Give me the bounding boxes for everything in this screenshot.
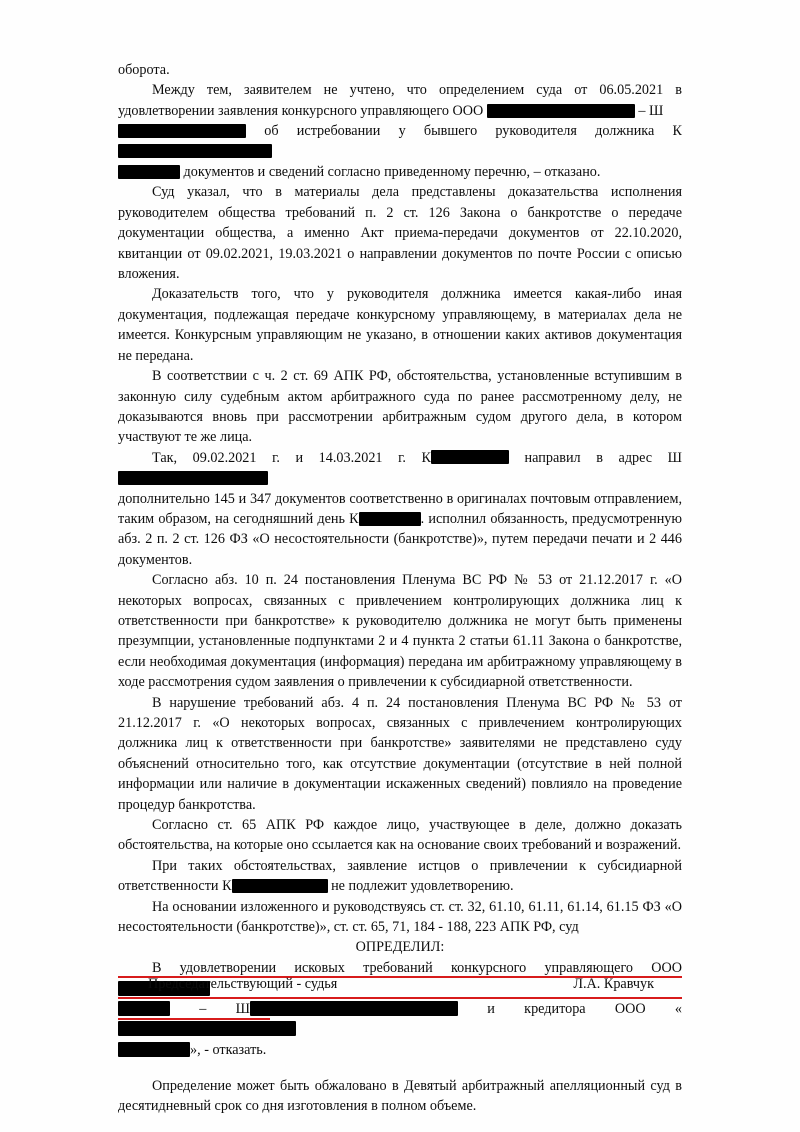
red-underline-3 bbox=[118, 1018, 270, 1020]
redaction-bar bbox=[232, 879, 328, 893]
paragraph-1-text-d: документов и сведений согласно приведенному перечню, – отказано. bbox=[180, 164, 601, 181]
redaction-bar bbox=[118, 471, 268, 485]
paragraph-10-text: На основании изложенного и руководствуясь ст. ст. 32, 61.10, 61.11, 61.14, 61.15 ФЗ «О несостоятельности (банкротстве)», ст. ст. 65, 71, 184 - 188, 223 АПК РФ, суд bbox=[118, 898, 682, 936]
paragraph-9 bbox=[118, 856, 682, 897]
paragraph-5 bbox=[118, 448, 682, 570]
paragraph-0-text: оборота. bbox=[118, 62, 170, 78]
redaction-bar bbox=[118, 144, 272, 158]
paragraph-7 bbox=[118, 693, 682, 815]
redaction-bar bbox=[118, 165, 180, 179]
paragraph-8 bbox=[118, 815, 682, 856]
operative-part bbox=[118, 958, 682, 1060]
paragraph-12-text-b: – Ш bbox=[170, 1000, 250, 1017]
paragraph-1-text-a: Между тем, заявителем не учтено, что определением суда от 06.05.2021 в удовлетворении заявления конкурсного управляющего ООО bbox=[118, 82, 682, 119]
redaction-bar bbox=[118, 124, 246, 138]
paragraph-1-text-b: – Ш bbox=[634, 102, 664, 119]
paragraph-5-text-b: направил в адрес Ш bbox=[508, 449, 682, 466]
paragraph-12-text-d: », - отказать. bbox=[190, 1041, 267, 1058]
redaction-bar bbox=[118, 1042, 190, 1057]
paragraph-5-text-c: дополнительно 145 и 347 документов соответственно в оригиналах почтовым отправлением, таким образом, на сегодняшний день К bbox=[118, 490, 682, 527]
redaction-bar bbox=[250, 1001, 458, 1016]
paragraph-2-text: Суд указал, что в материалы дела представлены доказательства исполнения руководителем общества требований п. 2 ст. 126 Закона о банкротстве о передаче документации общества, а именно Акт приема-передачи документов от 22.10.2020, квитанции от 09.02.2021, 19.03.2021 о направлении документов по почте России с описью вложения. bbox=[118, 184, 682, 283]
signature-role: Председательствующий - судья bbox=[148, 976, 338, 992]
ruling-heading bbox=[118, 937, 682, 957]
ruling-heading-text: ОПРЕДЕЛИЛ: bbox=[355, 939, 445, 956]
paragraph-12 bbox=[118, 958, 682, 1060]
redaction-bar bbox=[487, 104, 635, 118]
paragraph-13-text: Определение может быть обжаловано в Девятый арбитражный апелляционный суд в десятидневный срок со дня изготовления в полном объеме. bbox=[118, 1077, 682, 1115]
paragraph-1-text-c: об истребовании у бывшего руководителя должника К bbox=[246, 123, 682, 140]
redaction-bar bbox=[359, 512, 421, 526]
paragraph-12-text-a: В удовлетворении исковых требований конкурсного управляющего ООО bbox=[152, 959, 682, 976]
paragraph-10 bbox=[118, 897, 682, 938]
redaction-bar bbox=[118, 1021, 296, 1036]
paragraph-13 bbox=[118, 1076, 682, 1117]
paragraph-4 bbox=[118, 366, 682, 448]
paragraph-0 bbox=[118, 60, 682, 80]
document-text-body bbox=[118, 60, 682, 1117]
paragraph-9-text-a: При таких обстоятельствах, заявление истцов о привлечении к субсидиарной ответственности К bbox=[118, 857, 682, 895]
signature-name: Л.А. Кравчук bbox=[573, 976, 654, 992]
red-underline-2 bbox=[118, 997, 682, 999]
paragraph-2 bbox=[118, 182, 682, 284]
redaction-bar bbox=[431, 450, 509, 464]
signature-block bbox=[118, 976, 682, 993]
paragraph-6 bbox=[118, 570, 682, 692]
paragraph-3 bbox=[118, 284, 682, 366]
paragraph-3-text: Доказательств того, что у руководителя должника имеется какая-либо иная документация, подлежащая передаче конкурсному управляющему, в материалах дела не имеется. Конкурсным управляющим не указано, в отношении каких активов документация не передана. bbox=[118, 286, 682, 364]
paragraph-4-text: В соответствии с ч. 2 ст. 69 АПК РФ, обстоятельства, установленные вступившим в законную силу судебным актом арбитражного суда по ранее рассмотренному делу, не доказываются вновь при рассмотрении арбитражным судом другого дела, в котором участвуют те же лица. bbox=[118, 368, 682, 446]
paragraph-6-text: Согласно абз. 10 п. 24 постановления Пленума ВС РФ № 53 от 21.12.2017 г. «О некоторых вопросах, связанных с привлечением контролирующих должника лиц к ответственности при банкротстве» к руководителю должника не могут быть применены презумпции, установленные подпунктами 2 и 4 пункта 2 статьи 61.11 Закона о банкротстве, если необходимая документация (информация) передана им арбитражному управляющему в ходе рассмотрения судом заявления о привлечении к субсидиарной ответственности. bbox=[118, 572, 682, 691]
paragraph-9-text-b: не подлежит удовлетворению. bbox=[327, 878, 514, 895]
redaction-bar bbox=[118, 1001, 170, 1016]
paragraph-7-text: В нарушение требований абз. 4 п. 24 постановления Пленума ВС РФ № 53 от 21.12.2017 г. «О некоторых вопросах, связанных с привлечением контролирующих должника лиц к ответственности при банкротстве» заявителями не представлено суду объяснений относительно того, как отсутствие документации (отсутствие в ней полной информации или наличие в документации искаженных сведений) повлияло на проведение процедур банкротства. bbox=[118, 694, 682, 813]
paragraph-5-text-d: . исполнил обязанность, предусмотренную абз. 2 п. 2 ст. 126 ФЗ «О несостоятельности (банкротстве)», путем передачи печати и 2 446 документов. bbox=[118, 510, 682, 568]
paragraph-12-text-c: и кредитора ООО « bbox=[458, 1000, 682, 1017]
paragraph-1 bbox=[118, 80, 682, 182]
paragraph-8-text: Согласно ст. 65 АПК РФ каждое лицо, участвующее в деле, должно доказать обстоятельства, на которые оно ссылается как на основание своих требований и возражений. bbox=[118, 817, 682, 854]
paragraph-5-text-a: Так, 09.02.2021 г. и 14.03.2021 г. К bbox=[152, 449, 431, 466]
